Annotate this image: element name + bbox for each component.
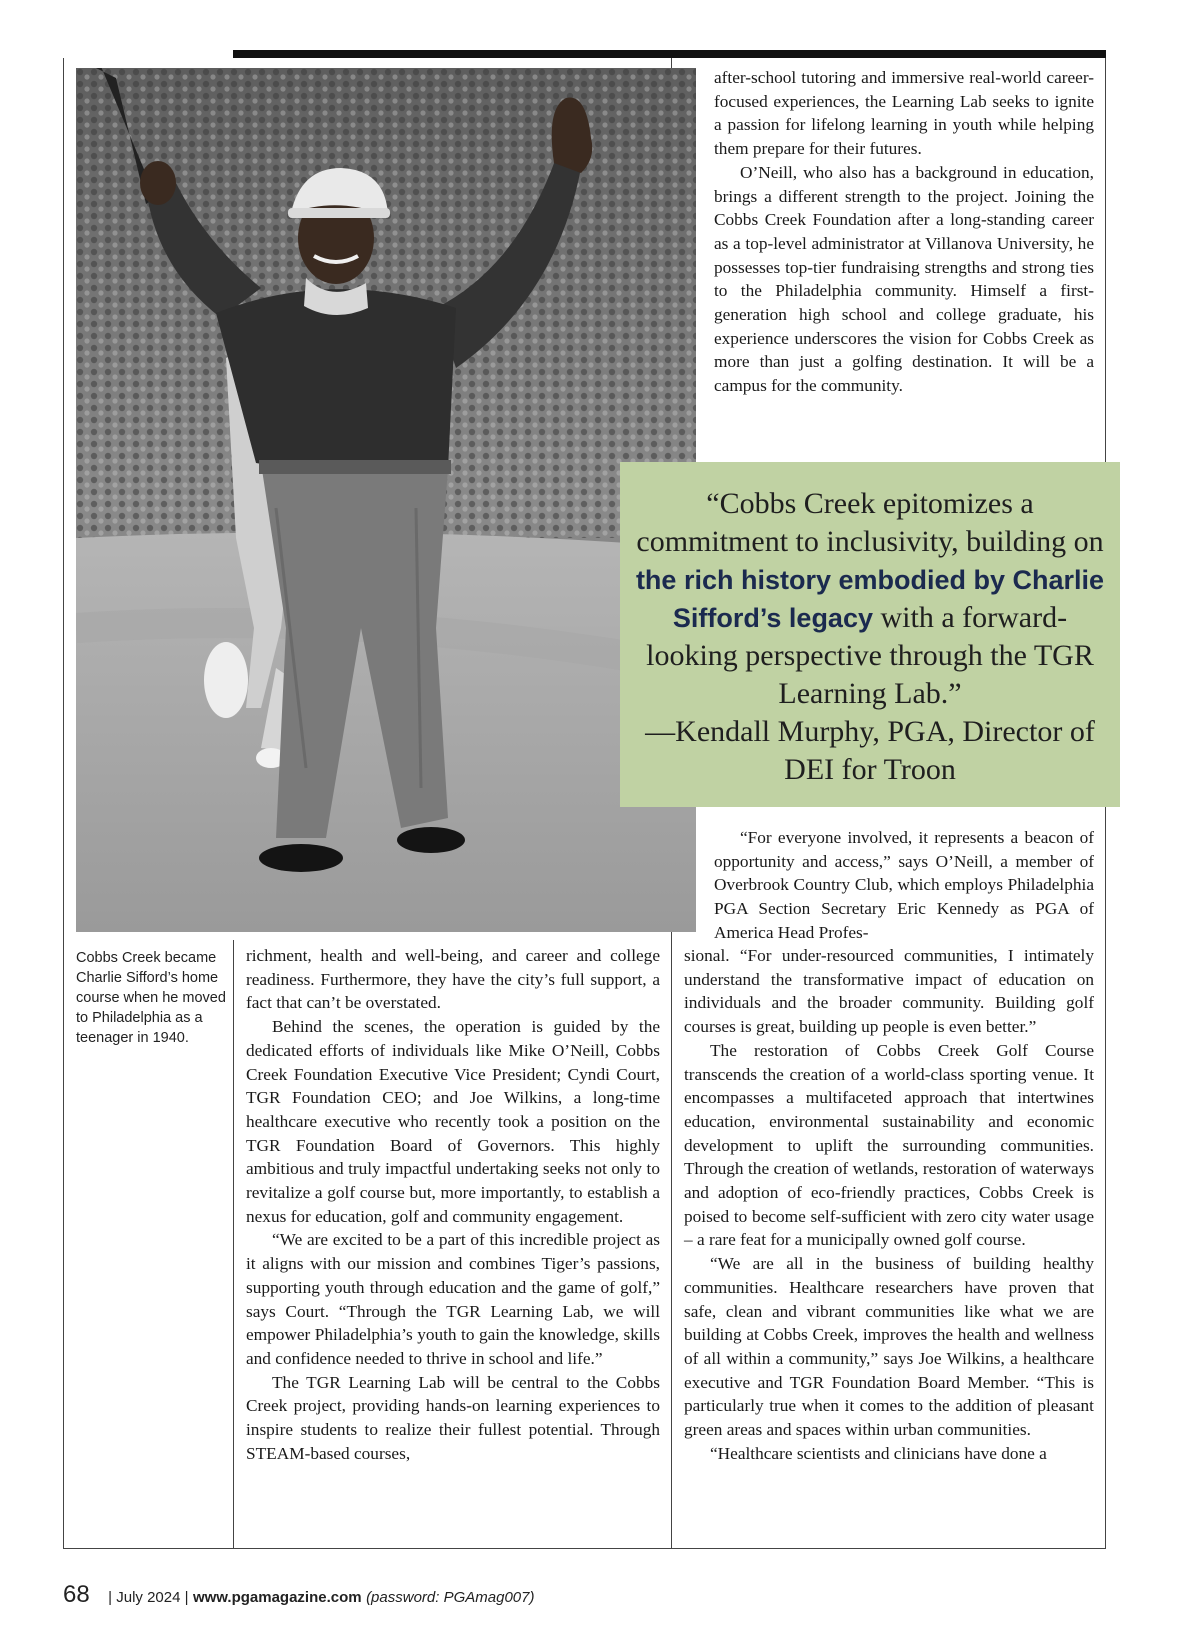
column-divider-1 bbox=[233, 940, 234, 1549]
column-2-top bbox=[714, 66, 1094, 398]
password-note: (password: PGAmag007) bbox=[366, 1589, 535, 1606]
pull-quote-attribution: —Kendall Murphy, PGA, Director of DEI for Troon bbox=[645, 715, 1095, 786]
paragraph: Behind the scenes, the operation is guided by the dedicated efforts of individuals like Mike O’Neill, Cobbs Creek Foundation Executive Vice President; Cyndi Court, TGR Foundation CEO; and Joe Wilkins, a long-time healthcare executive who recently took a position on the TGR Foundation Board of Governors. This highly ambitious and truly impactful undertaking seeks not only to revitalize a golf course but, more importantly, to establish a nexus for education, golf and community engagement. bbox=[246, 1017, 660, 1226]
paragraph: O’Neill, who also has a background in education, brings a different strength to the project. Joining the Cobbs Creek Foundation after a long-standing career as a top-level administrator at Villanova University, he possesses top-tier fundraising strengths and strong ties to the Philadelphia community. Himself a first-generation high school and college graduate, his experience underscores the vision for Cobbs Creek as more than just a golfing destination. It will be a campus for the community. bbox=[714, 162, 1094, 396]
paragraph: richment, health and well-being, and career and college readiness. Furthermore, they have the city’s full support, a fact that can’t be overstated. bbox=[246, 946, 660, 1013]
top-rule bbox=[233, 50, 1106, 58]
pull-quote-after: with a forward-looking perspective through the TGR Learning Lab.” bbox=[646, 601, 1094, 710]
column-1 bbox=[246, 944, 660, 1465]
pull-quote bbox=[620, 462, 1120, 807]
paragraph: The restoration of Cobbs Creek Golf Course transcends the creation of a world-class sporting venue. It encompasses a multifaceted approach that intertwines education, environmental sustainability and economic development to uplift the surrounding communities. Through the creation of wetlands, restoration of waterways and adoption of eco-friendly practices, Cobbs Creek is poised to become self-sufficient with zero city water usage – a rare feat for a municipally owned golf course. bbox=[684, 1040, 1094, 1250]
frame-line-left bbox=[63, 58, 64, 1548]
photo-caption: Cobbs Creek became Charlie Sifford’s home course when he moved to Philadelphia as a teenager in 1940. bbox=[76, 950, 226, 1046]
page-footer bbox=[63, 1581, 534, 1609]
column-2-bottom bbox=[684, 944, 1094, 1465]
website-link[interactable]: www.pgamagazine.com bbox=[192, 1589, 362, 1606]
pull-quote-text bbox=[632, 485, 1108, 713]
photo-charlie-sifford bbox=[76, 68, 696, 932]
column-2-middle bbox=[714, 826, 1094, 945]
frame-line-bottom bbox=[63, 1548, 1106, 1549]
paragraph: “For everyone involved, it represents a beacon of opportunity and access,” says O’Neill, a member of Overbrook Country Club, which employs Philadelphia PGA Section Secretary Eric Kennedy as PGA of America Head Profes- bbox=[714, 828, 1094, 942]
paragraph: “We are all in the business of building healthy communities. Healthcare researchers have proven that safe, clean and vibrant communities like what we are building at Cobbs Creek, improves the health and wellness of all within a community,” says Joe Wilkins, a healthcare executive and TGR Foundation Board Member. “This is particularly true when it comes to the addition of pleasant green areas and spaces within urban communities. bbox=[684, 1254, 1094, 1440]
paragraph: The TGR Learning Lab will be central to the Cobbs Creek project, providing hands-on learning experiences to inspire students to realize their fullest potential. Through STEAM-based courses, bbox=[246, 1372, 660, 1463]
paragraph: “We are excited to be a part of this incredible project as it aligns with our mission and combines Tiger’s passions, supporting youth through education and the game of golf,” says Court. “Through the TGR Learning Lab, we will empower Philadelphia’s youth to gain the knowledge, skills and confidence needed to thrive in school and life.” bbox=[246, 1230, 660, 1368]
page-number: 68 bbox=[63, 1581, 90, 1608]
paragraph: “Healthcare scientists and clinicians have done a bbox=[710, 1443, 1047, 1463]
pull-quote-highlight: the rich history embodied by Charlie Sifford’s legacy bbox=[635, 565, 1105, 633]
pull-quote-before: “Cobbs Creek epitomizes a commitment to inclusivity, building on bbox=[636, 487, 1104, 558]
photo-illustration bbox=[76, 68, 696, 932]
issue-date: | July 2024 | bbox=[108, 1589, 189, 1606]
paragraph: after-school tutoring and immersive real-world career-focused experiences, the Learning Lab seeks to ignite a passion for lifelong learning in youth while helping them prepare for their futures. bbox=[714, 68, 1094, 159]
paragraph: sional. “For under-resourced communities, I intimately understand the transformative impact of education on individuals and the broader community. Building golf courses is great, building up people is even better.” bbox=[684, 946, 1094, 1037]
